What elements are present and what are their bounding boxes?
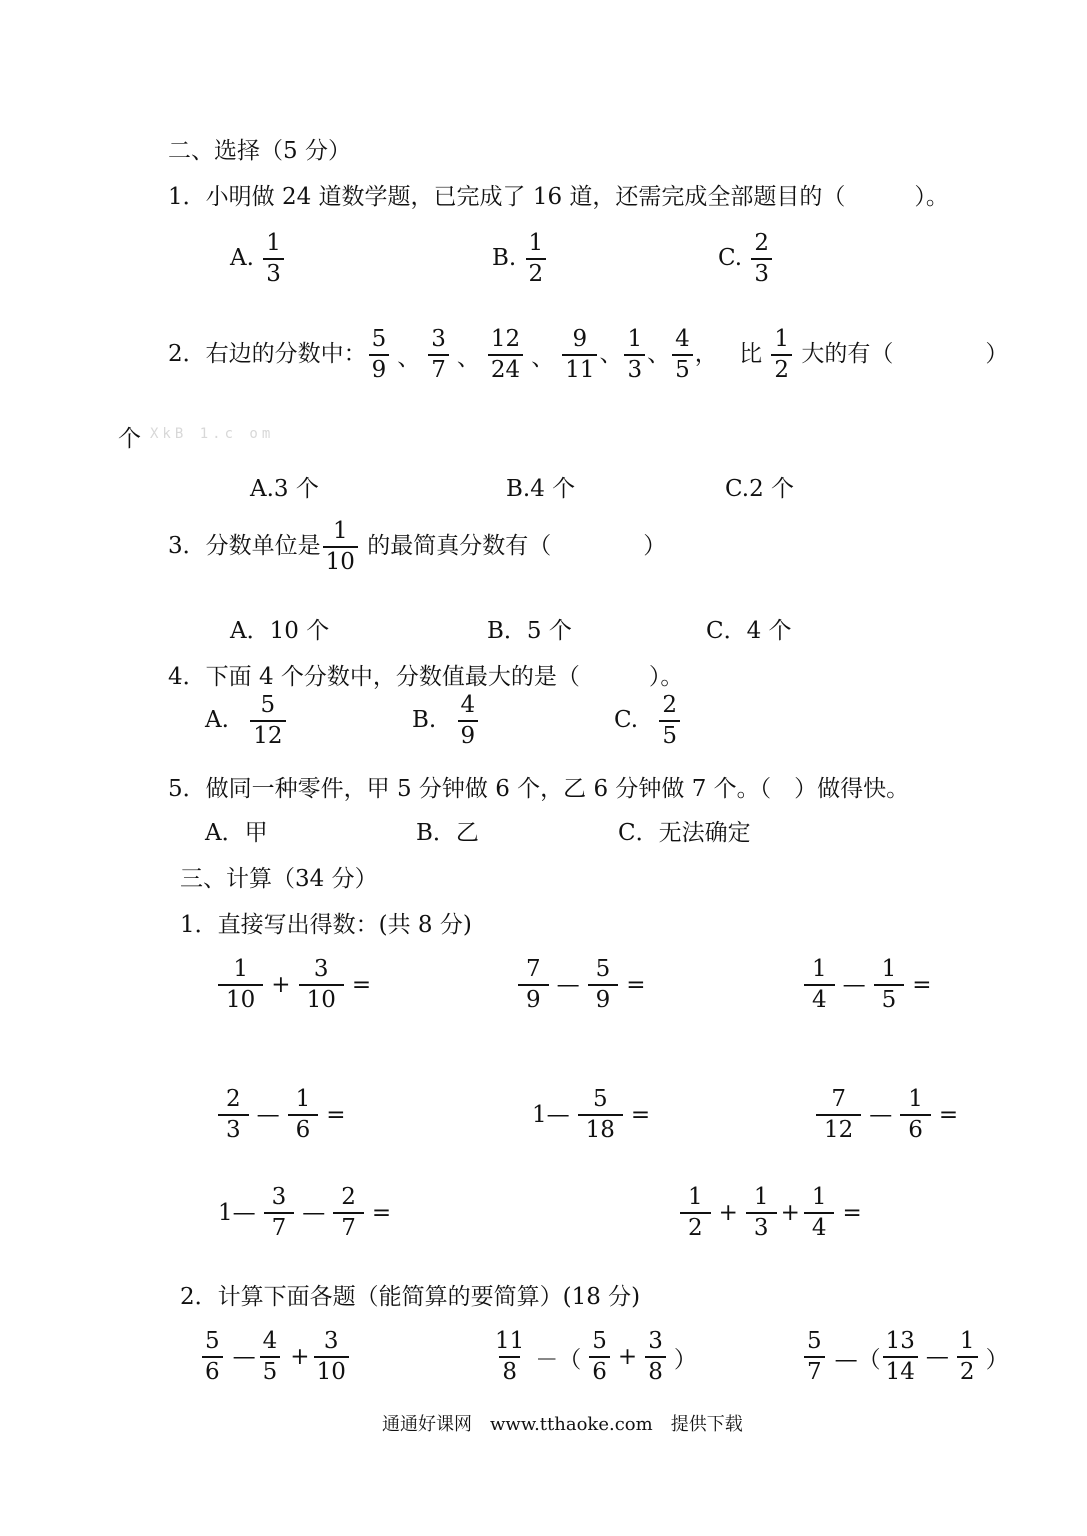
section-2-title: 二、选择（5 分）: [168, 138, 351, 164]
q3-option-b: B．5 个: [487, 618, 572, 644]
question-2-line: 2．右边的分数中： $\frac{5}{9}$ 、 $\frac{3}{7}$ 、 $\frac{12}{24}$ 、 $\frac{9}{11}$ 、 $\frac{1}{3}$ 、 $\frac{4}{5}$ ， 比 $\frac{1}{2}$ 大的有（ ）: [168, 326, 1009, 383]
q1-option-c: C. $\frac{2}{3}$: [718, 232, 774, 286]
q2-option-b: B.4 个: [506, 476, 576, 502]
q4-option-b: B. $\frac{4}{9}$: [412, 694, 480, 748]
expression-2: $\frac{7}{9}$ — $\frac{5}{9}$ =: [516, 958, 652, 1012]
question-3-line: 3．分数单位是 $\frac{1}{10}$ 的最简真分数有（ ）: [168, 518, 667, 575]
q3-option-a: A．10 个: [230, 618, 330, 644]
calc-1: $\frac{5}{6}$ — $\frac{4}{5}$ + $\frac{3}{10}$: [200, 1330, 351, 1384]
question-4-text: 4．下面 4 个分数中，分数值最大的是（ ）。: [168, 664, 684, 690]
watermark: XkB 1.c om: [150, 426, 275, 442]
footer: 通通好课网 www.tthaoke.com 提供下载: [382, 1414, 743, 1435]
expression-1: $\frac{1}{10}$ + $\frac{3}{10}$ =: [216, 958, 377, 1012]
expression-6: $\frac{7}{12}$ — $\frac{1}{6}$ =: [814, 1088, 964, 1142]
q5-option-a: A．甲: [205, 820, 268, 846]
q2-option-a: A.3 个: [250, 476, 319, 502]
question-2-continued: 个: [118, 426, 141, 452]
q1-option-a: A. $\frac{1}{3}$: [230, 232, 286, 286]
q4-option-c: C. $\frac{2}{5}$: [614, 694, 682, 748]
expression-4: $\frac{2}{3}$ — $\frac{1}{6}$ =: [216, 1088, 352, 1142]
expression-5: 1— $\frac{5}{18}$ =: [532, 1086, 651, 1143]
expression-8: $\frac{1}{2}$ + $\frac{1}{3}$ + $\frac{1}{4}$ =: [678, 1186, 868, 1240]
expression-3: $\frac{1}{4}$ — $\frac{1}{5}$ =: [802, 958, 938, 1012]
q5-option-b: B．乙: [416, 820, 479, 846]
question-5-text: 5．做同一种零件，甲 5 分钟做 6 个，乙 6 分钟做 7 个。（ ）做得快。: [168, 776, 910, 802]
question-1-text: 1．小明做 24 道数学题，已完成了 16 道，还需完成全部题目的（ ）。: [168, 184, 949, 210]
q4-option-a: A. $\frac{5}{12}$: [205, 694, 288, 748]
q3-option-c: C．4 个: [706, 618, 792, 644]
part-2-title: 2．计算下面各题（能简算的要简算）(18 分): [180, 1284, 641, 1310]
q2-option-c: C.2 个: [725, 476, 795, 502]
expression-7: 1— $\frac{3}{7}$ — $\frac{2}{7}$ =: [218, 1184, 392, 1241]
part-1-title: 1．直接写出得数：(共 8 分): [180, 912, 472, 938]
q5-option-c: C．无法确定: [618, 820, 751, 846]
calc-3: $\frac{5}{7}$ —（ $\frac{13}{14}$ — $\frac{1}{2}$ ）: [802, 1330, 1015, 1384]
calc-2: $\frac{11}{8}$ －（ $\frac{5}{6}$ + $\frac{3}{8}$ ）: [495, 1328, 697, 1385]
section-3-title: 三、计算（34 分）: [180, 866, 378, 892]
q1-option-b: B. $\frac{1}{2}$: [492, 232, 548, 286]
